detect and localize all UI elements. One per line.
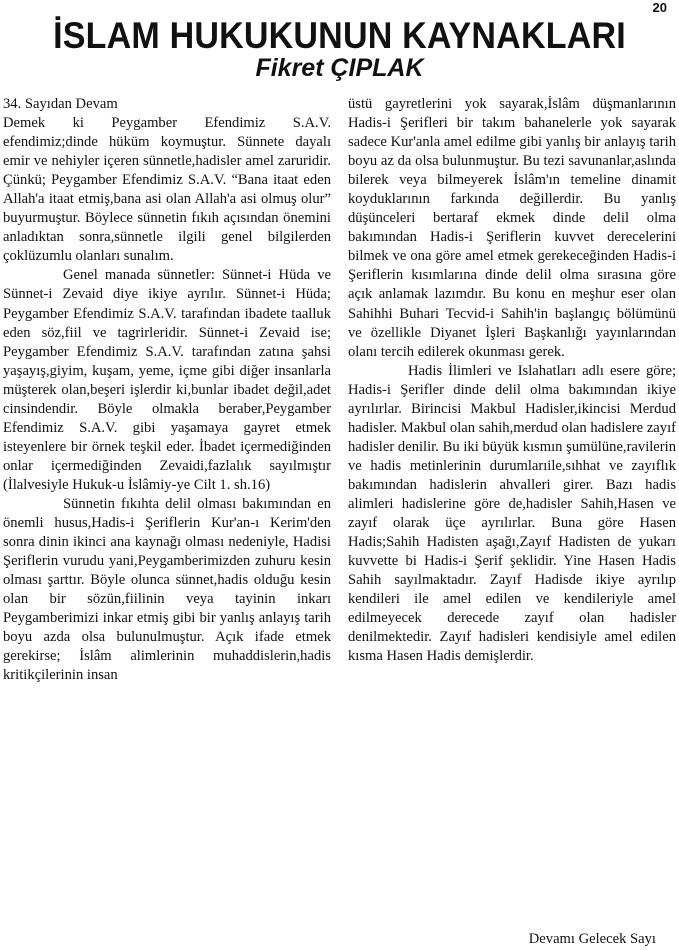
paragraph: Hadis İlimleri ve Islahatları adlı esere göre; Hadis-i Şerifler dinde delil olma bakımından ikiye ayrılırlar. Birincisi Makbul Hadisler,ikincisi Merdud hadisler. Makbul olan sahih,merdud olan hadislere zayıf hadisler denilir. Bu iki büyük kısmın şumülüne,ravilerin ve hadis metinlerinin durumlarıile,sıhhat ve zayıflık bakımından hadislerin ahvalleri girer. Bazı hadis alimleri hadislerine göre de,hadisler Sahih,Hasen ve zayıf olarak üçe ayrılırlar. Buna göre Hasen Hadis;Sahih Hadisten aşağı,Zayıf Hadisten de yukarı kuvvette bi Hadis-i Şerif şeklidir. Yine Hasen Hadis Sahih sayılmaktadır. Zayıf Hadisde ikiye ayrılıp kendileri ile amel edilen ve kendileriyle amel edilmeyecek derecede zayıf olan hadisler denilmektedir. Zayıf hadisleri kendisiyle amel edilen kısma Hasen Hadis demişlerdir.	[348, 362, 676, 665]
right-column	[348, 95, 676, 666]
paragraph: Genel manada sünnetler: Sünnet-i Hüda ve Sünnet-i Zevaid diye ikiye ayrılır. Sünnet-i Hüda; Peygamber Efendimiz S.A.V. tarafından ibadete taalluk eden söz,fiil ve tagrirleridir. Sünnet-i Zevaid ise; Peygamber Efendimiz S.A.V. tarafından zatına şahsi yaşayış,giyim, kuşam, yeme, içme gibi diğer insanlarla müşterek olan,beşeri işlerdir ki,bunlar ibadet değil,adet cinsindendir. Böyle olmakla beraber,Peygamber Efendimiz S.A.V. gibi yaşamaya gayret etmek isteyenlere bir örnek teşkil eder. İbadet içermediğinden onlar içermediğinden Zevaidi,fazlalık sayılmıştır (İlalvesiyle Hukuk-u İslâmiy-ye Cilt 1. sh.16)	[3, 267, 331, 493]
author-name: Fikret ÇIPLAK	[255, 54, 424, 82]
continued-from-note: 34. Sayıdan Devam	[3, 96, 118, 112]
continued-next-note: Devamı Gelecek Sayı	[528, 931, 656, 947]
article-title: İSLAM HUKUKUNUN KAYNAKLARI	[53, 15, 626, 56]
paragraph: Demek ki Peygamber Efendimiz S.A.V. efendimiz;dinde hüküm koymuştur. Sünnete dayalı emir ve nehiyler içeren sünnetle,hadisler amel zaruridir. Çünkü; Peygamber Efendimiz S.A.V. “Bana itaat eden Allah'a itaat etmiş,bana asi olan Allah'a asi olmuş olur” buyurmuştur. Böylece sünnetin fıkıh açısından önemini anladıktan sonra,sünnetle ilgili genel bilgilerden çoklüzumlu olanları sunalım.	[3, 115, 331, 265]
left-column	[3, 95, 331, 685]
paragraph: Sünnetin fıkıhta delil olması bakımından en önemli husus,Hadis-i Şeriflerin Kur'an-ı Kerim'den sonra dinin ikinci ana kaynağı olması nedeniyle, Hadisi Şeriflerin vurudu yani,Peygamberimizden zuhuru kesin olması şarttır. Böyle olunca sünnet,hadis olduğu kesin olan bir sözün,fiilinin veya tayinin inkarı Peygamberimizi inkar etmiş gibi bir yanlış anlayış tarih boyu azda olsa bulunulmuştur. Açık ifade etmek gerekirse; İslâm alimlerinin muhaddislerin,hadis kritikçilerinin insan	[3, 495, 331, 684]
page-number: 20	[652, 0, 667, 15]
paragraph: üstü gayretlerini yok sayarak,İslâm düşmanlarının Hadis-i Şerifleri bir takım bahanelerle yok sayarak sadece Kur'anla amel edilme gibi yanlış bir anlayış tarih boyu az da olsa bulunmuştur. Bu tezi savunanlar,aslında bilerek veya bilmeyerek İslâm'ın temeline dinamit koyduklarının farkında değillerdir. Bu yanlış düşünceleri bertaraf ekmek dinde delil olma bakımından Hadis-i Şeriflerin kuvvet derecelerini bilmek ve ona göre amel etmek gerekeceğinden Hadis-i Şeriflerin kısımlarına dinde delil olma sırasına göre açık anlamak lazımdır. Bu konu en meşhur eser olan Sahihhi Buhari Tecvid-i Sahih'in başlangıç bölümünü ve özellikle Diyanet İşleri Başkanlığı yayınlarından olanı tercih edilerek okunması gerek.	[348, 96, 676, 360]
